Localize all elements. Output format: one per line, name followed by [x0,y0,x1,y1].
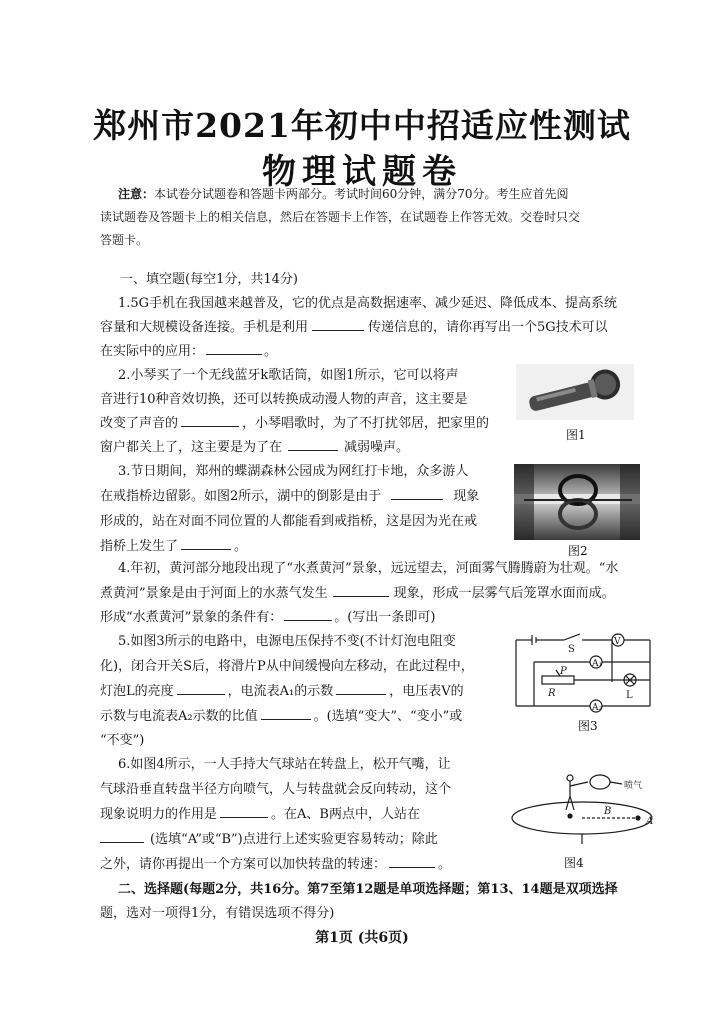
answer-blank[interactable] [336,681,386,695]
q5-line-5: “不变”) [100,733,145,748]
figure-4-turntable-diagram [508,770,668,846]
q4-line-3: 形成“水煮黄河”景象的条件有： 。(写出一条即可) [100,606,435,629]
answer-blank[interactable] [177,681,225,695]
figure-2-caption: 图2 [568,544,588,558]
q5-line-2: 化)，闭合开关S后，将滑片P从中间缓慢向左移动，在此过程中， [100,659,474,674]
notice-label: 注意： [118,187,155,201]
circuit-label-resistor: R [548,688,556,699]
section2-heading-line-1: 二、选择题(每题2分，共16分。第7至第12题是单项选择题；第13、14题是双项选择 [118,882,618,897]
answer-blank[interactable] [312,317,364,331]
figure-3-caption: 图3 [578,719,598,733]
circuit-label-switch: S [568,644,575,655]
answer-blank[interactable] [220,804,268,818]
q1-line-2: 容量和大规模设备连接。手机是利用 传递信息的，请你再写出一个5G技术可以 [100,316,608,339]
page-number: 第1页 (共6页) [315,930,409,946]
answer-blank[interactable] [389,854,435,868]
q5-line-3: 灯泡L的亮度 ，电流表A₁的示数 ，电压表V的 [100,680,464,703]
answer-blank[interactable] [288,437,338,451]
figure-4-label-spray: 喷气 [624,781,643,791]
figure-2-ring-bridge-image [514,464,640,540]
exam-subtitle: 物理试题卷 [262,152,462,192]
q6-line-5: 之外，请你再提出一个方案可以加快转盘的转速： 。 [100,853,451,876]
answer-blank[interactable] [284,607,332,621]
answer-blank[interactable] [181,536,231,550]
notice-line-2: 读试题卷及答题卡上的相关信息，然后在答题卡上作答，在试题卷上作答无效。交卷时只交 [100,210,581,224]
notice-line-3: 答题卡。 [100,233,149,247]
q6-line-4: (选填“A”或“B”)点进行上述实验更容易转动；除此 [100,828,438,851]
q4-line-2: 煮黄河”景象是由于河面上的水蒸气发生 现象，形成一层雾气后笼罩水面而成。 [100,582,615,605]
q2-line-2: 音进行10种音效切换，还可以转换成动漫人物的声音，这主要是 [100,392,468,407]
circuit-label-voltmeter: V [614,637,621,647]
answer-blank[interactable] [100,829,144,843]
figure-1-caption: 图1 [566,428,586,442]
circuit-label-lamp: L [626,690,633,701]
q6-line-2: 气球沿垂直转盘半径方向喷气，人与转盘就会反向转动，这个 [100,782,452,797]
answer-blank[interactable] [261,706,311,720]
q3-line-1: 3.节日期间，郑州的蝶湖森林公园成为网红打卡地，众多游人 [118,464,469,479]
q1-line-1: 1.5G手机在我国越来越普及，它的优点是高数据速率、减少延迟、降低成本、提高系统 [118,296,618,311]
section2-heading-line-2: 题，选对一项得1分，有错误选项不得分) [100,906,335,921]
figure-3-circuit-diagram [508,630,660,714]
q3-line-3: 形成的，站在对面不同位置的人都能看到戒指桥，这是因为光在戒 [100,514,478,529]
section1-heading: 一、填空题(每空1分，共14分) [120,272,298,287]
notice-line-1: 注意：本试卷分试题卷和答题卡两部分。考试时间60分钟，满分70分。考生应首先阅 [118,187,569,201]
figure-4-caption: 图4 [564,856,584,870]
exam-title: 郑州市2021年初中中招适应性测试 [93,106,631,145]
q3-line-2: 在戒指桥边留影。如图2所示，湖中的倒影是由于 现象 [100,485,479,508]
circuit-label-ammeter-2: A₂ [592,703,603,713]
circuit-label-ammeter-1: A₁ [592,659,603,669]
figure-1-microphone-image [516,364,634,420]
q6-line-3: 现象说明力的作用是 。在A、B两点中，人站在 [100,803,420,826]
circuit-label-slider: P [560,666,567,677]
q2-line-1: 2.小琴买了一个无线蓝牙k歌话筒，如图1所示，它可以将声 [118,368,459,383]
q2-line-4: 窗户都关上了，这主要是为了在 减弱噪声。 [100,436,409,459]
q5-line-4: 示数与电流表A₂示数的比值 。(选填“变大”、“变小”或 [100,705,462,728]
answer-blank[interactable] [391,486,443,500]
figure-4-label-b: B [604,806,612,817]
q2-line-3: 改变了声音的 ，小琴唱歌时，为了不打扰邻居，把家里的 [100,412,489,435]
answer-blank[interactable] [206,341,262,355]
q6-line-1: 6.如图4所示，一人手持大气球站在转盘上，松开气嘴，让 [118,757,451,772]
answer-blank[interactable] [181,413,239,427]
q4-line-1: 4.年初，黄河部分地段出现了“水煮黄河”景象，远远望去，河面雾气腾腾蔚为壮观。“水 [118,561,619,576]
figure-4-label-a: A [646,816,654,827]
q3-line-4: 指桥上发生了 。 [100,535,247,558]
answer-blank[interactable] [333,583,389,597]
q5-line-1: 5.如图3所示的电路中，电源电压保持不变(不计灯泡电阻变 [118,634,456,649]
q1-line-3: 在实际中的应用： 。 [100,340,277,363]
